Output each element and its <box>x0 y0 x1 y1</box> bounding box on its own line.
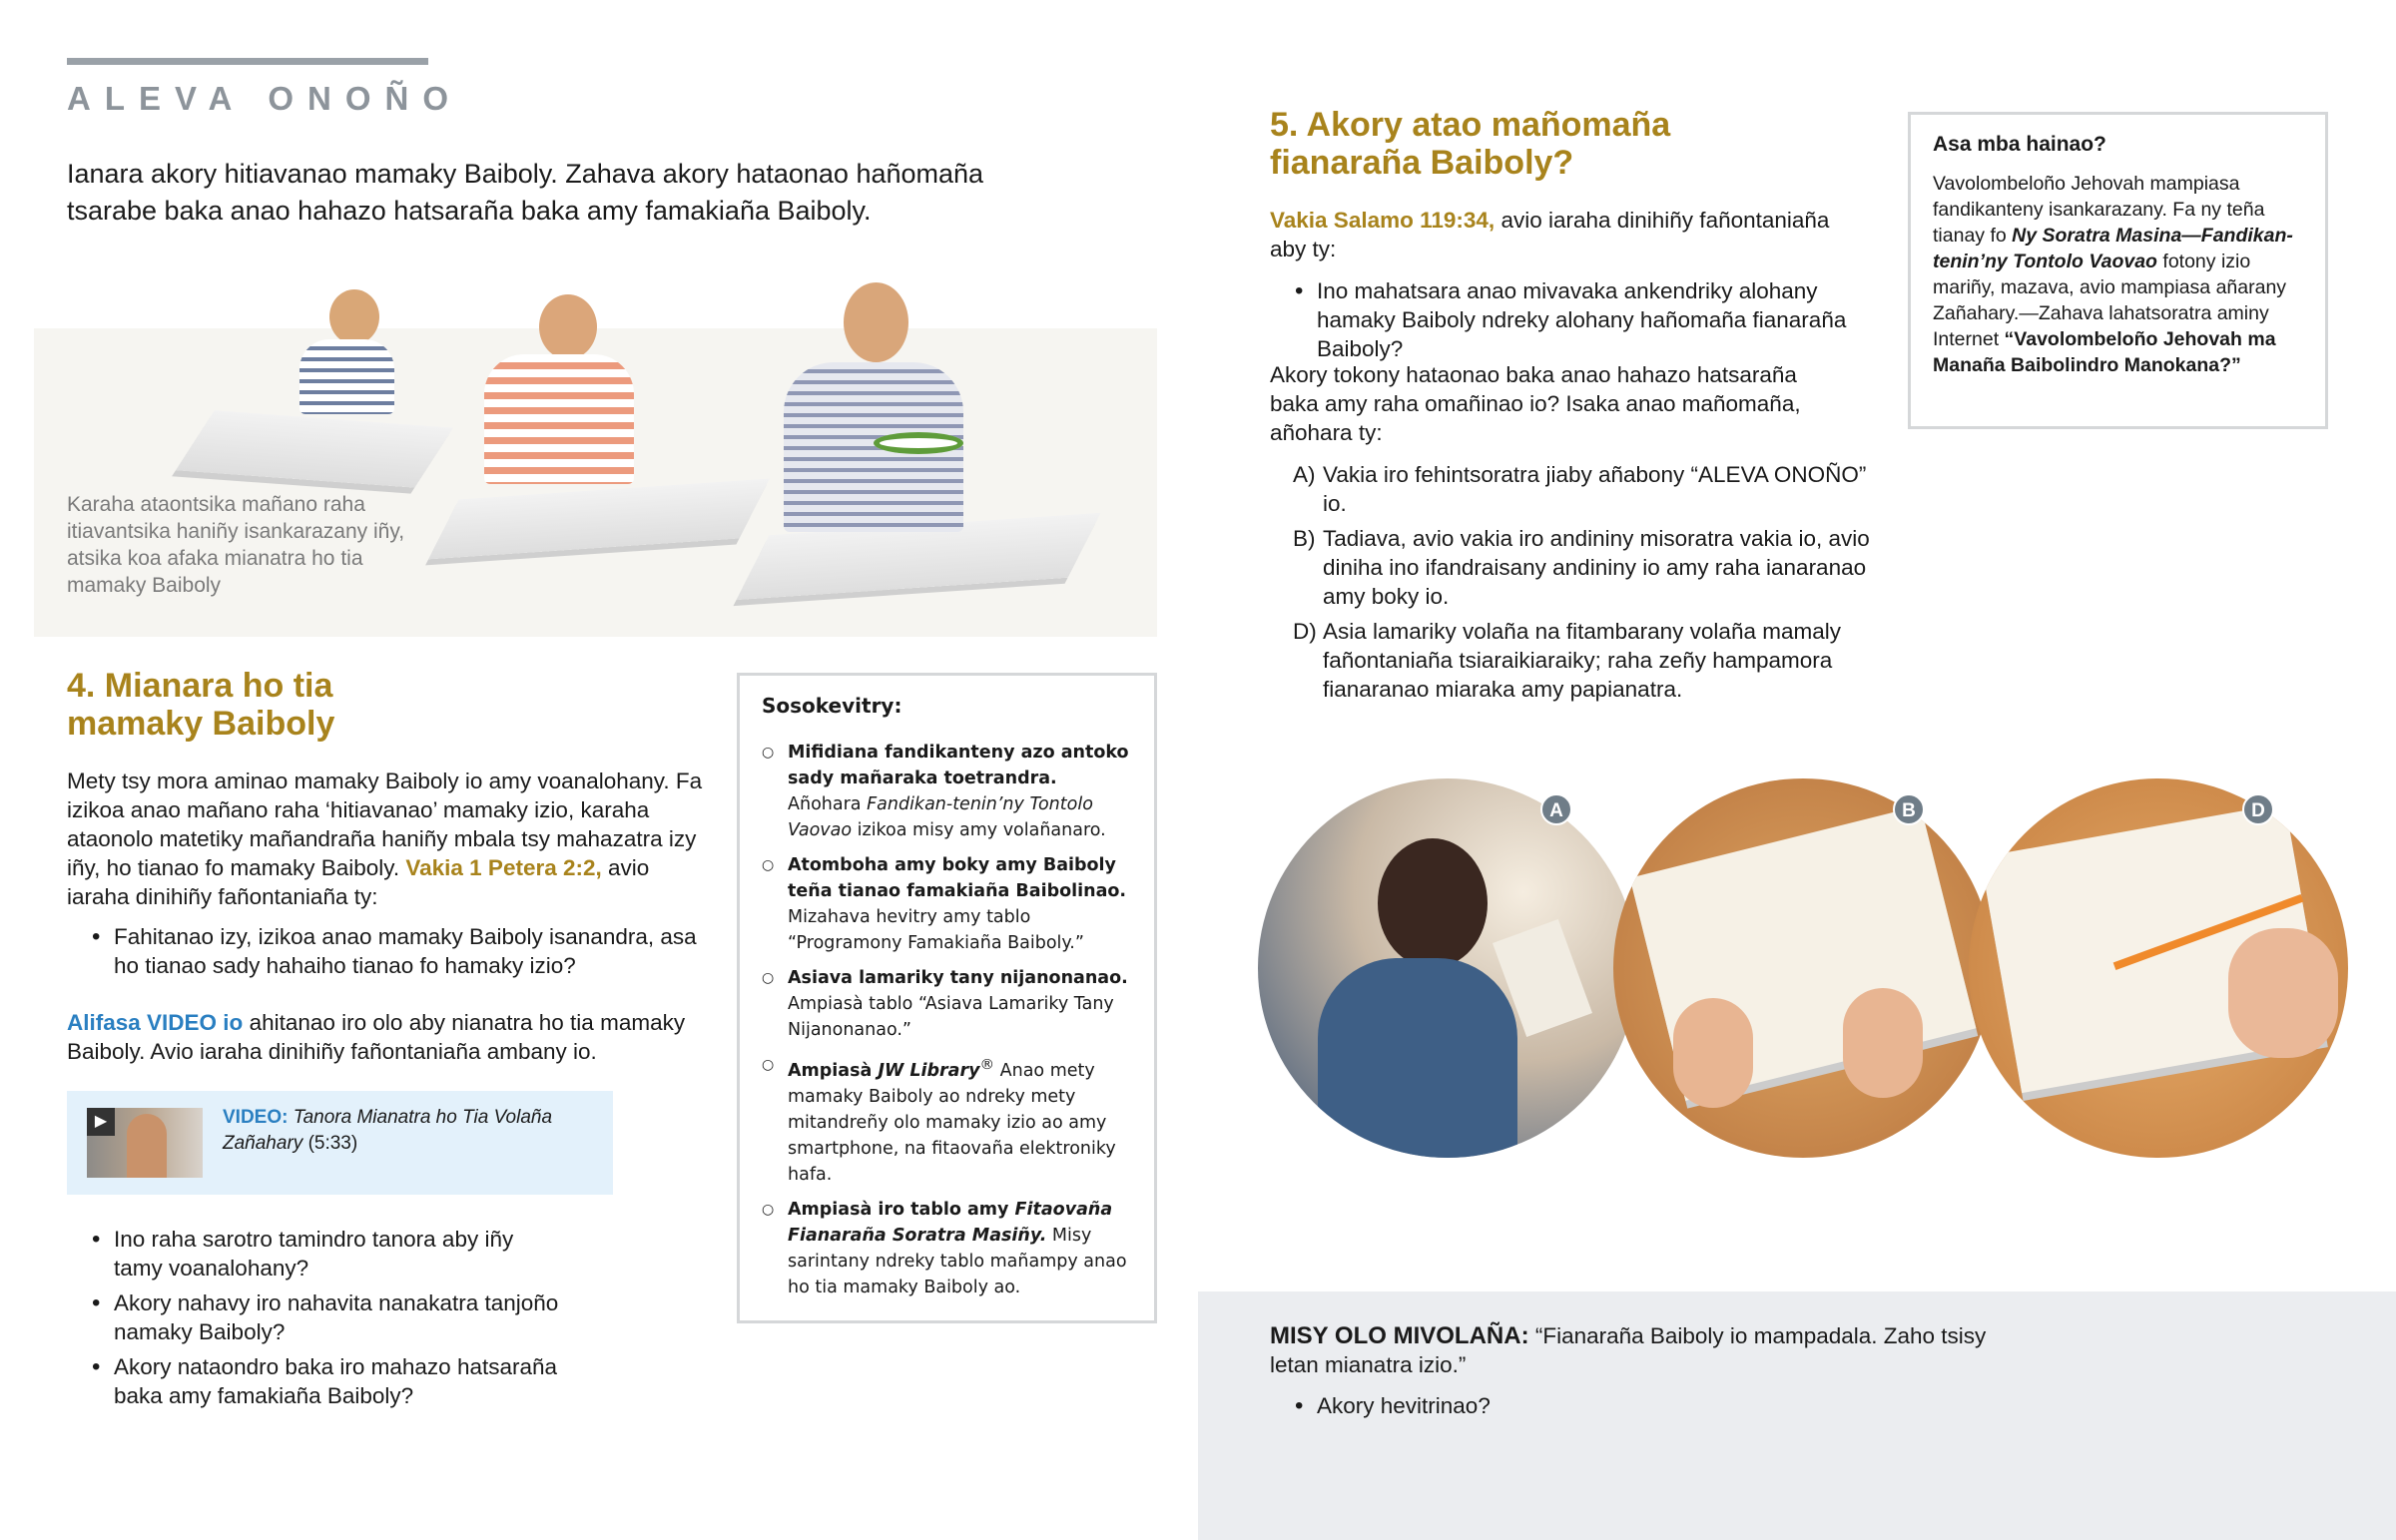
video-duration: (5:33) <box>307 1133 358 1154</box>
boy-eating-illustration <box>439 294 679 494</box>
question-item: • Akory hevitrinao? <box>1270 1391 1869 1420</box>
question-item: • Akory nahavy iro nahavita nanakatra tanjoño namaky Baiboly? <box>67 1288 566 1346</box>
video-link[interactable]: Alifasa VIDEO io <box>67 1010 244 1035</box>
someone-says-text: MISY OLO MIVOLAÑA: “Fianaraña Baiboly io mampadala. Zaho tsisy letan mianatra izio.” <box>1270 1322 1987 1377</box>
step-item: A) Vakia iro fehintsoratra jiaby añabony “ALEVA ONOÑO” io. <box>1293 462 1867 516</box>
step-item: B) Tadiava, avio vakia iro andininy misoratra vakia io, avio diniha ino ifandraisany andininy io amy raha ianaranao amy boky io. <box>1293 526 1870 609</box>
boy-bored-illustration <box>270 289 409 419</box>
footer-question-list <box>1270 1391 1869 1426</box>
question-list <box>67 922 706 986</box>
section-4-paragraph: Mety tsy mora aminao mamaky Baiboly io amy voanalohany. Fa izikoa anao mañano raha ‘hitiavanao’ mamaky izio, karaha ataonolo matetiky mañandraña haniñy mbala tsy mahazatra izy iñy, ho tianao fo mamaky Baiboly. Vakia 1 Petera 2:2, avio iaraha dinihiñy fañontaniaña ty: <box>67 769 703 909</box>
prayer-question-list <box>1270 276 1889 369</box>
play-icon[interactable]: ▶ <box>87 1108 115 1136</box>
girl-reading-illustration <box>1258 778 1637 1158</box>
bible-hands-illustration <box>1613 778 1993 1158</box>
tips-title: Sosokevitry: <box>762 694 902 718</box>
step-badge-d: D <box>2242 793 2274 825</box>
video-card[interactable] <box>67 1091 613 1195</box>
section-5-intro: Vakia Salamo 119:34, avio iaraha dinihiñy fañontaniaña aby ty: <box>1270 208 1830 261</box>
section-5-title: 5. Akory atao mañomaña fianaraña Baiboly? <box>1270 106 1671 182</box>
tip-item: ○ Ampiasà JW Library® Anao mety mamaky Baiboly ao ndreky mety mitandreñy olo mamaky izio ao amy smartphone, na fitaovaña elektroniky hafa. <box>762 1052 1134 1188</box>
question-item: • Akory nataondro baka iro mahazo hatsaraña baka amy famakiaña Baiboly? <box>67 1352 566 1410</box>
steps-list <box>1270 460 1889 710</box>
scripture-link[interactable]: Vakia 1 Petera 2:2, <box>405 855 602 880</box>
video-question-list <box>67 1225 566 1416</box>
section-4-title: 4. Mianara ho tia mamaky Baiboly <box>67 667 335 743</box>
intro-text: Ianara akory hitiavanao mamaky Baiboly. Zahava akory hataonao hañomaña tsarabe baka anao hahazo hatsaraña baka amy famakiaña Baiboly. <box>67 159 984 226</box>
section-5-paragraph: Akory tokony hataonao baka anao hahazo hatsaraña baka amy raha omañinao io? Isaka anao mañomaña, añohara ty: <box>1270 362 1801 445</box>
scripture-link[interactable]: Vakia Salamo 119:34, <box>1270 208 1496 233</box>
header-rule <box>67 58 428 65</box>
section-kicker: ALEVA ONOÑO <box>67 80 463 117</box>
video-thumbnail[interactable] <box>87 1108 203 1178</box>
did-you-know-title: Asa mba hainao? <box>1933 133 2106 156</box>
tip-item: ○ Asiava lamariky tany nijanonanao. Ampiasà tablo “Asiava Lamariky Tany Nijanonanao.” <box>762 965 1134 1043</box>
video-title: Tanora Mianatra ho Tia Volaña Zañahary <box>223 1107 553 1154</box>
question-item: • Ino raha sarotro tamindro tanora aby iñy tamy voanalohany? <box>67 1225 566 1283</box>
did-you-know-text: Vavolombeloño Jehovah mampiasa fandikanteny isankarazany. Fa ny teña tianay fo Ny Soratra Masina—Fandikan-tenin’ny Tontolo Vaovao fotony izio mariñy, mazava, avio mampiasa añarany Zañahary.—Zahava lahatsoratra aminy Internet “Vavolombeloño Jehovah ma Manaña Baibolindro Manokana?” <box>1933 173 2293 376</box>
did-you-know-box <box>1908 112 2328 429</box>
step-item: D) Asia lamariky volaña na fitambarany volaña mamaly fañontaniaña tsiaraikiaraiky; raha zeñy hampamora fianaranao miaraka amy papianatra. <box>1293 619 1841 702</box>
someone-says-panel <box>1198 1291 2396 1540</box>
tip-item: ○ Ampiasà iro tablo amy Fitaovaña Fianaraña Soratra Masiñy. Misy sarintany ndreky tablo mañampy anao ho tia mamaky Baiboly ao. <box>762 1197 1134 1300</box>
tip-item: ○ Mifidiana fandikanteny azo antoko sady mañaraka toetrandra. Añohara Fandikan-tenin’ny Tontolo Vaovao izikoa misy amy volañanaro. <box>762 740 1134 843</box>
teen-eating-illustration <box>774 282 973 532</box>
video-caption: VIDEO: Tanora Mianatra ho Tia Volaña Zañahary (5:33) <box>223 1107 553 1154</box>
video-paragraph: Alifasa VIDEO io ahitanao iro olo aby nianatra ho tia mamaky Baiboly. Avio iaraha dinihiñy fañontaniaña ambany io. <box>67 1010 686 1064</box>
step-badge-b: B <box>1893 793 1925 825</box>
question-item: • Fahitanao izy, izikoa anao mamaky Baiboly isanandra, asa ho tianao sady hahaiho tianao fo hamaky izio? <box>67 922 706 980</box>
step-badge-a: A <box>1540 793 1572 825</box>
tip-item: ○ Atomboha amy boky amy Baiboly teña tianao famakiaña Baibolinao. Mizahava hevitry amy tablo “Programony Famakiaña Baiboly.” <box>762 852 1134 956</box>
tips-box <box>737 673 1157 1323</box>
bible-marking-illustration <box>1969 778 2348 1158</box>
illustration-caption: Karaha ataontsika mañano raha itiavantsika haniñy isankarazany iñy, atsika koa afaka mianatra ho tia mamaky Baiboly <box>67 493 405 597</box>
question-item: • Ino mahatsara anao mivavaka ankendriky alohany hamaky Baiboly ndreky alohany hañomaña fianaraña Baiboly? <box>1270 276 1889 363</box>
